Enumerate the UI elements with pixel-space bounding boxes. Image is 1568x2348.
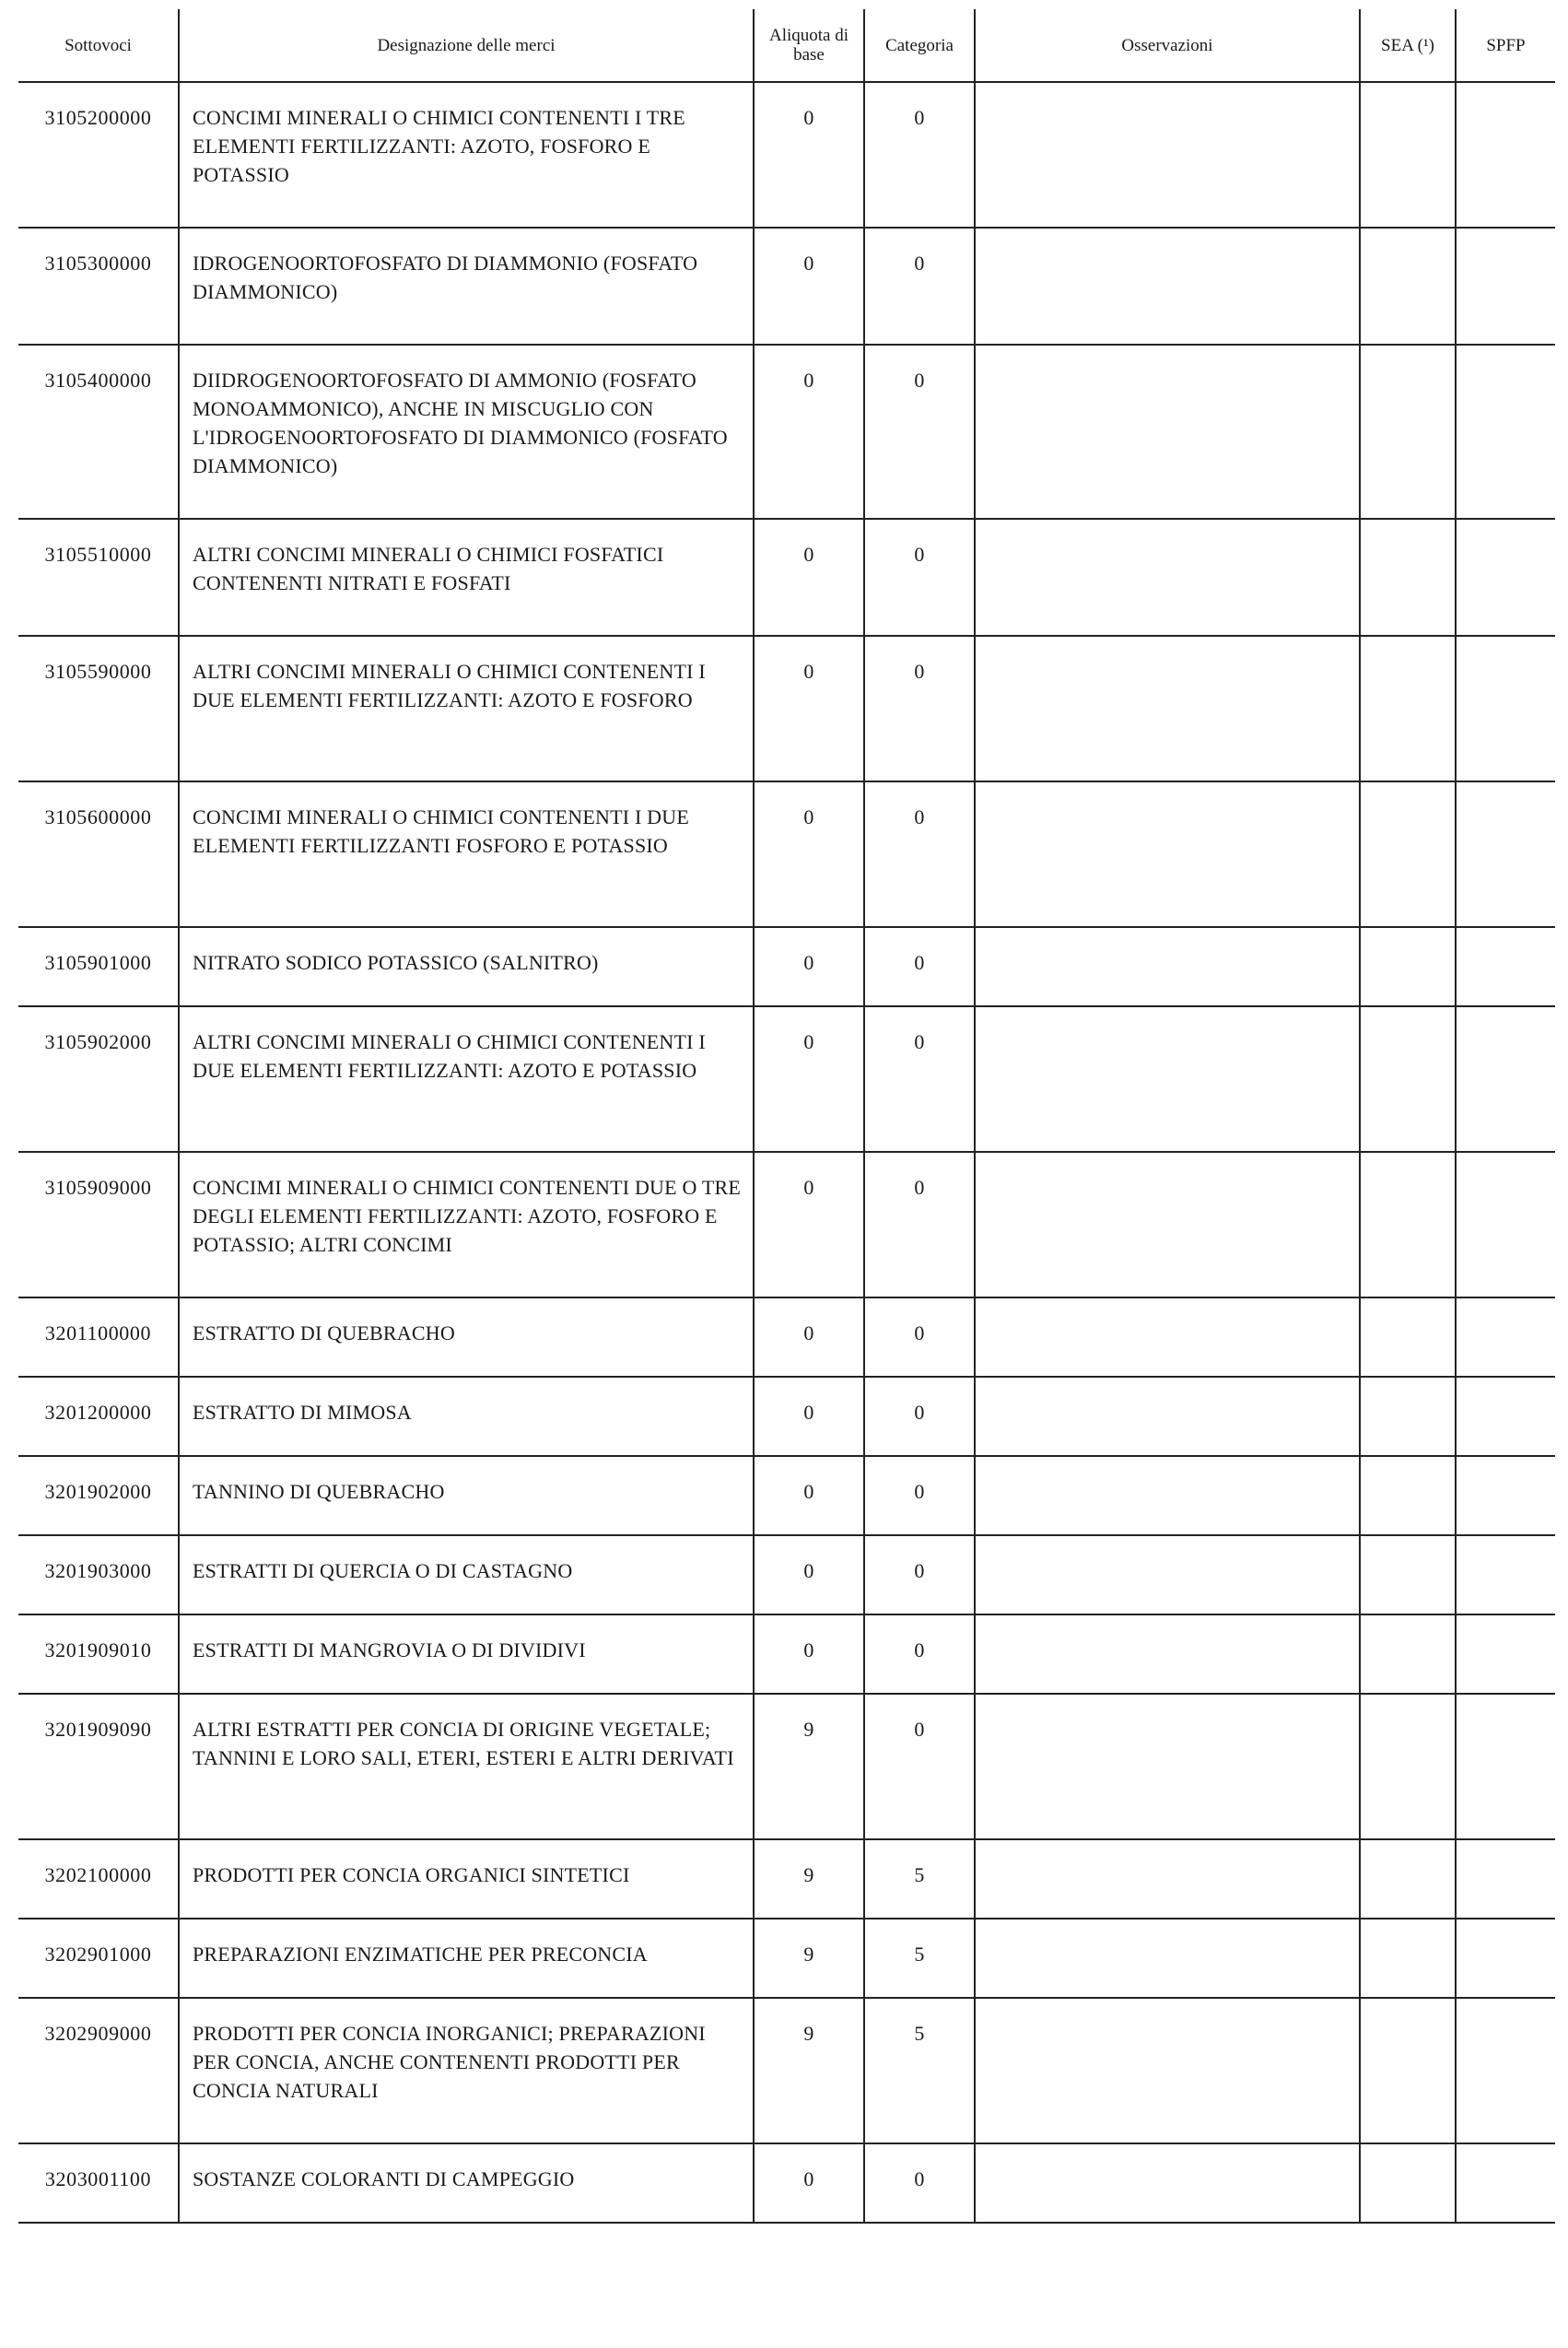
cell-description: PRODOTTI PER CONCIA ORGANICI SINTETICI xyxy=(179,1839,754,1919)
cell-description: ESTRATTI DI MANGROVIA O DI DIVIDIVI xyxy=(179,1614,754,1694)
cell-code: 3105300000 xyxy=(18,228,179,345)
cell-spfp xyxy=(1456,2143,1555,2223)
table-row xyxy=(18,1535,1555,1614)
cell-spfp xyxy=(1456,1614,1555,1694)
cell-remarks xyxy=(975,345,1360,519)
cell-base-rate: 9 xyxy=(754,1694,864,1839)
cell-category: 0 xyxy=(864,1152,975,1297)
cell-description: CONCIMI MINERALI O CHIMICI CONTENENTI I TRE ELEMENTI FERTILIZZANTI: AZOTO, FOSFORO E POTASSIO xyxy=(179,82,754,228)
cell-code: 3105909000 xyxy=(18,1152,179,1297)
cell-base-rate: 0 xyxy=(754,519,864,636)
cell-category: 5 xyxy=(864,1839,975,1919)
cell-code: 3202909000 xyxy=(18,1998,179,2143)
header-remarks: Osservazioni xyxy=(975,9,1360,82)
cell-category: 0 xyxy=(864,228,975,345)
cell-description: CONCIMI MINERALI O CHIMICI CONTENENTI I DUE ELEMENTI FERTILIZZANTI FOSFORO E POTASSIO xyxy=(179,781,754,927)
table-row xyxy=(18,1614,1555,1694)
cell-spfp xyxy=(1456,1456,1555,1535)
cell-remarks xyxy=(975,1297,1360,1377)
cell-code: 3201909090 xyxy=(18,1694,179,1839)
table-row xyxy=(18,1377,1555,1456)
cell-category: 0 xyxy=(864,927,975,1006)
cell-sea xyxy=(1360,1614,1456,1694)
cell-category: 0 xyxy=(864,1694,975,1839)
cell-remarks xyxy=(975,1006,1360,1152)
cell-sea xyxy=(1360,1377,1456,1456)
cell-base-rate: 0 xyxy=(754,345,864,519)
table-row xyxy=(18,228,1555,345)
cell-base-rate: 0 xyxy=(754,228,864,345)
cell-spfp xyxy=(1456,1377,1555,1456)
table-row xyxy=(18,1998,1555,2143)
cell-sea xyxy=(1360,1152,1456,1297)
cell-category: 0 xyxy=(864,636,975,781)
cell-remarks xyxy=(975,636,1360,781)
cell-sea xyxy=(1360,2143,1456,2223)
cell-sea xyxy=(1360,1919,1456,1998)
cell-description: ESTRATTO DI MIMOSA xyxy=(179,1377,754,1456)
cell-category: 0 xyxy=(864,2143,975,2223)
cell-description: TANNINO DI QUEBRACHO xyxy=(179,1456,754,1535)
cell-spfp xyxy=(1456,82,1555,228)
cell-description: ESTRATTI DI QUERCIA O DI CASTAGNO xyxy=(179,1535,754,1614)
cell-code: 3201903000 xyxy=(18,1535,179,1614)
table-row xyxy=(18,1694,1555,1839)
cell-description: PREPARAZIONI ENZIMATICHE PER PRECONCIA xyxy=(179,1919,754,1998)
cell-sea xyxy=(1360,1297,1456,1377)
cell-remarks xyxy=(975,228,1360,345)
cell-code: 3201902000 xyxy=(18,1456,179,1535)
cell-description: NITRATO SODICO POTASSICO (SALNITRO) xyxy=(179,927,754,1006)
cell-sea xyxy=(1360,1839,1456,1919)
cell-base-rate: 0 xyxy=(754,1152,864,1297)
cell-base-rate: 0 xyxy=(754,82,864,228)
cell-description: ALTRI ESTRATTI PER CONCIA DI ORIGINE VEGETALE; TANNINI E LORO SALI, ETERI, ESTERI E ALTRI DERIVATI xyxy=(179,1694,754,1839)
cell-category: 0 xyxy=(864,1456,975,1535)
table-row xyxy=(18,519,1555,636)
tariff-table xyxy=(18,9,1555,2224)
cell-description: ALTRI CONCIMI MINERALI O CHIMICI FOSFATICI CONTENENTI NITRATI E FOSFATI xyxy=(179,519,754,636)
cell-code: 3105902000 xyxy=(18,1006,179,1152)
cell-spfp xyxy=(1456,519,1555,636)
cell-spfp xyxy=(1456,636,1555,781)
cell-spfp xyxy=(1456,1694,1555,1839)
cell-spfp xyxy=(1456,345,1555,519)
cell-category: 5 xyxy=(864,1919,975,1998)
cell-remarks xyxy=(975,1152,1360,1297)
table-row xyxy=(18,1152,1555,1297)
cell-category: 0 xyxy=(864,82,975,228)
header-spfp: SPFP xyxy=(1456,9,1555,82)
cell-description: DIIDROGENOORTOFOSFATO DI AMMONIO (FOSFATO MONOAMMONICO), ANCHE IN MISCUGLIO CON L'IDROGENOORTOFOSFATO DI DIAMMONICO (FOSFATO DIAMMONICO) xyxy=(179,345,754,519)
header-description: Designazione delle merci xyxy=(179,9,754,82)
cell-category: 0 xyxy=(864,1377,975,1456)
cell-spfp xyxy=(1456,1998,1555,2143)
cell-description: SOSTANZE COLORANTI DI CAMPEGGIO xyxy=(179,2143,754,2223)
cell-code: 3202100000 xyxy=(18,1839,179,1919)
cell-description: ALTRI CONCIMI MINERALI O CHIMICI CONTENENTI I DUE ELEMENTI FERTILIZZANTI: AZOTO E POTASSIO xyxy=(179,1006,754,1152)
cell-remarks xyxy=(975,1919,1360,1998)
cell-code: 3105600000 xyxy=(18,781,179,927)
cell-spfp xyxy=(1456,1919,1555,1998)
cell-code: 3105510000 xyxy=(18,519,179,636)
cell-base-rate: 0 xyxy=(754,1614,864,1694)
header-code: Sottovoci xyxy=(18,9,179,82)
cell-sea xyxy=(1360,636,1456,781)
table-row xyxy=(18,636,1555,781)
cell-description: ESTRATTO DI QUEBRACHO xyxy=(179,1297,754,1377)
cell-spfp xyxy=(1456,1297,1555,1377)
cell-spfp xyxy=(1456,1535,1555,1614)
cell-sea xyxy=(1360,1998,1456,2143)
cell-sea xyxy=(1360,82,1456,228)
cell-code: 3105901000 xyxy=(18,927,179,1006)
cell-code: 3203001100 xyxy=(18,2143,179,2223)
cell-sea xyxy=(1360,781,1456,927)
header-sea: SEA (¹) xyxy=(1360,9,1456,82)
table-row xyxy=(18,1839,1555,1919)
cell-code: 3201200000 xyxy=(18,1377,179,1456)
cell-base-rate: 9 xyxy=(754,1839,864,1919)
header-base-rate: Aliquota di base xyxy=(754,9,864,82)
cell-code: 3202901000 xyxy=(18,1919,179,1998)
cell-base-rate: 0 xyxy=(754,1006,864,1152)
cell-remarks xyxy=(975,781,1360,927)
cell-base-rate: 0 xyxy=(754,781,864,927)
table-row xyxy=(18,1456,1555,1535)
cell-code: 3105200000 xyxy=(18,82,179,228)
cell-sea xyxy=(1360,228,1456,345)
cell-remarks xyxy=(975,2143,1360,2223)
cell-base-rate: 9 xyxy=(754,1919,864,1998)
cell-description: CONCIMI MINERALI O CHIMICI CONTENENTI DUE O TRE DEGLI ELEMENTI FERTILIZZANTI: AZOTO, FOSFORO E POTASSIO; ALTRI CONCIMI xyxy=(179,1152,754,1297)
cell-base-rate: 0 xyxy=(754,1456,864,1535)
table-row xyxy=(18,1919,1555,1998)
cell-remarks xyxy=(975,1535,1360,1614)
cell-base-rate: 0 xyxy=(754,1297,864,1377)
cell-category: 0 xyxy=(864,781,975,927)
cell-category: 0 xyxy=(864,1297,975,1377)
cell-sea xyxy=(1360,1535,1456,1614)
cell-spfp xyxy=(1456,1839,1555,1919)
table-row xyxy=(18,1006,1555,1152)
cell-sea xyxy=(1360,519,1456,636)
cell-code: 3201909010 xyxy=(18,1614,179,1694)
cell-remarks xyxy=(975,1614,1360,1694)
cell-description: ALTRI CONCIMI MINERALI O CHIMICI CONTENENTI I DUE ELEMENTI FERTILIZZANTI: AZOTO E FOSFORO xyxy=(179,636,754,781)
cell-remarks xyxy=(975,1839,1360,1919)
cell-sea xyxy=(1360,1456,1456,1535)
cell-base-rate: 0 xyxy=(754,1535,864,1614)
cell-sea xyxy=(1360,927,1456,1006)
table-row xyxy=(18,927,1555,1006)
cell-spfp xyxy=(1456,781,1555,927)
cell-code: 3105590000 xyxy=(18,636,179,781)
cell-sea xyxy=(1360,1006,1456,1152)
cell-remarks xyxy=(975,1377,1360,1456)
cell-category: 0 xyxy=(864,345,975,519)
header-category: Categoria xyxy=(864,9,975,82)
table-row xyxy=(18,781,1555,927)
cell-category: 0 xyxy=(864,519,975,636)
cell-base-rate: 0 xyxy=(754,636,864,781)
cell-remarks xyxy=(975,1694,1360,1839)
table-row xyxy=(18,82,1555,228)
cell-spfp xyxy=(1456,927,1555,1006)
cell-spfp xyxy=(1456,1006,1555,1152)
cell-spfp xyxy=(1456,1152,1555,1297)
cell-category: 0 xyxy=(864,1006,975,1152)
cell-description: IDROGENOORTOFOSFATO DI DIAMMONIO (FOSFATO DIAMMONICO) xyxy=(179,228,754,345)
table-row xyxy=(18,2143,1555,2223)
cell-category: 0 xyxy=(864,1614,975,1694)
cell-remarks xyxy=(975,82,1360,228)
cell-code: 3201100000 xyxy=(18,1297,179,1377)
cell-base-rate: 0 xyxy=(754,927,864,1006)
cell-code: 3105400000 xyxy=(18,345,179,519)
cell-remarks xyxy=(975,1998,1360,2143)
cell-remarks xyxy=(975,519,1360,636)
cell-category: 5 xyxy=(864,1998,975,2143)
table-row xyxy=(18,1297,1555,1377)
cell-base-rate: 9 xyxy=(754,1998,864,2143)
cell-remarks xyxy=(975,927,1360,1006)
cell-category: 0 xyxy=(864,1535,975,1614)
cell-sea xyxy=(1360,345,1456,519)
cell-base-rate: 0 xyxy=(754,2143,864,2223)
cell-description: PRODOTTI PER CONCIA INORGANICI; PREPARAZIONI PER CONCIA, ANCHE CONTENENTI PRODOTTI PER CONCIA NATURALI xyxy=(179,1998,754,2143)
cell-remarks xyxy=(975,1456,1360,1535)
table-row xyxy=(18,345,1555,519)
header-row xyxy=(18,9,1555,82)
cell-base-rate: 0 xyxy=(754,1377,864,1456)
cell-spfp xyxy=(1456,228,1555,345)
cell-sea xyxy=(1360,1694,1456,1839)
